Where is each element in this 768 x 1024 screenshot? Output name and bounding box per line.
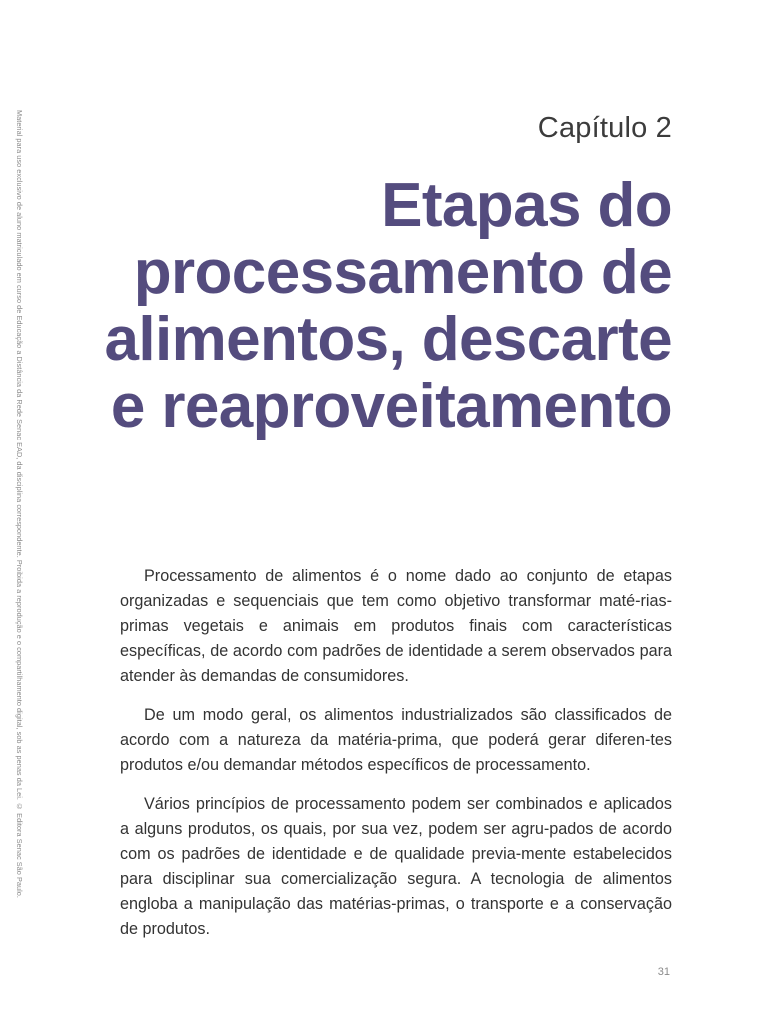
chapter-title-line: e reaproveitamento <box>110 372 672 441</box>
copyright-side-note: Material para uso exclusivo de aluno matriculado em curso de Educação a Distância da Rede Senac EAD, da disciplina correspondente. Proibida a reprodução e o compartilhamento digital, sob as penas da Lei. © Editora Senac São Paulo. <box>15 110 24 898</box>
chapter-title-line: processamento de <box>133 238 672 307</box>
chapter-title <box>72 172 672 440</box>
chapter-title-line: alimentos, descarte <box>104 305 672 374</box>
paragraph: Vários princípios de processamento podem ser combinados e aplicados a alguns produtos, os quais, por sua vez, podem ser agru-pados de acordo com os padrões de identidade e de qualidade previa-mente estabelecidos para disciplinar sua comercialização segura. A tecnologia de alimentos engloba a manipulação das matérias-primas, o transporte e a conservação de produtos. <box>120 795 672 938</box>
paragraph: Processamento de alimentos é o nome dado ao conjunto de etapas organizadas e sequenciais que tem como objetivo transformar maté-rias-primas vegetais e animais em produtos finais com características específicas, de acordo com padrões de identidade a serem observados para atender às demandas de consumidores. <box>120 567 672 685</box>
body-text <box>120 564 672 956</box>
chapter-label: Capítulo 2 <box>537 112 672 144</box>
chapter-title-line: Etapas do <box>381 171 672 240</box>
page-number: 31 <box>657 966 670 978</box>
paragraph: De um modo geral, os alimentos industrializados são classificados de acordo com a natureza da matéria-prima, que poderá gerar diferen-tes produtos e/ou demandar métodos específicos de processamento. <box>120 706 672 774</box>
